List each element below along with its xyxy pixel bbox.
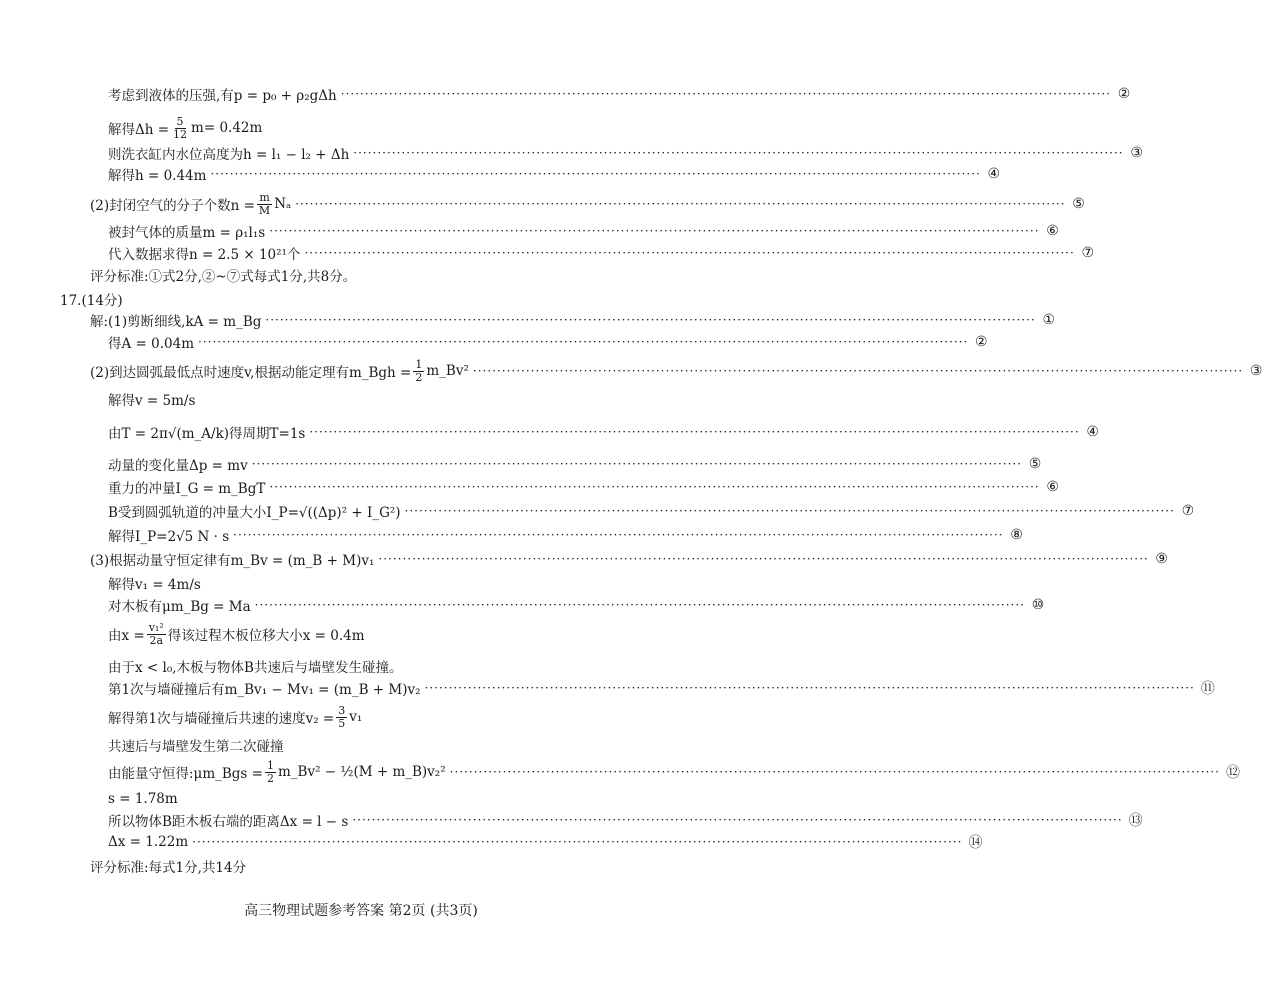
dot-leader: ································································································································································ [269, 480, 1040, 494]
answer-text: 由T = 2π√(m_A/k)得周期T=1s [108, 426, 306, 442]
answer-line [90, 854, 600, 878]
fraction [257, 192, 272, 217]
dot-leader: ································································································································································ [309, 425, 1080, 439]
answer-line [90, 263, 600, 287]
equation-number: ⑭ [968, 835, 983, 851]
answer-text: (2)到达圆弧最低点时速度v,根据动能定理有m_Bgh = [90, 365, 412, 381]
dot-leader: ································································································································································ [472, 364, 1244, 378]
answer-text: 被封气体的质量m = ρ₁l₁s [108, 225, 266, 241]
equation-number: ② [975, 334, 988, 350]
page-footer: 高三物理试题参考答案 第2页 (共3页) [244, 903, 478, 919]
dot-leader: ································································································································································ [340, 87, 1112, 101]
dot-leader: ································································································································································ [198, 335, 969, 349]
fraction [336, 705, 347, 730]
equation-number: ⑥ [1046, 223, 1059, 239]
equation-number: ⑧ [1010, 527, 1023, 543]
answer-line [90, 547, 1168, 571]
answer-line [108, 571, 600, 595]
numerator: 3 [338, 703, 346, 717]
answer-line [108, 219, 1059, 243]
equation-number: ⑤ [1072, 196, 1085, 212]
answer-line [108, 452, 1042, 476]
denominator: M [258, 203, 271, 217]
answer-line [108, 82, 1131, 106]
dot-leader: ································································································································································ [192, 835, 963, 849]
equation-number: ① [1042, 312, 1055, 328]
answer-line [108, 830, 983, 854]
dot-leader: ································································································································································ [378, 552, 1149, 566]
answer-text: 代入数据求得n = 2.5 × 10²¹个 [108, 247, 301, 263]
answer-text: 所以物体B距木板右端的距离Δx = l − s [108, 814, 349, 830]
equation-number: ② [1117, 86, 1131, 102]
answer-line [108, 330, 988, 354]
answer-text: 解得v₁ = 4m/s [108, 577, 201, 593]
fraction [147, 622, 166, 647]
dot-leader: ································································································································································ [265, 313, 1036, 327]
answer-line [90, 308, 1055, 332]
answer-text: 解得Δh = [108, 122, 170, 138]
answer-text: (2)封闭空气的分子个数n = [90, 198, 255, 214]
answer-text: 对木板有μm_Bg = Ma [108, 599, 251, 615]
dot-leader: ································································································································································ [352, 813, 1123, 827]
dot-leader: ································································································································································ [233, 528, 1004, 542]
equation-number: ⑬ [1128, 813, 1143, 829]
equation-number: ③ [1249, 363, 1263, 379]
answer-text: 评分标准:①式2分,②~⑦式每式1分,共8分。 [90, 269, 357, 285]
dot-leader: ································································································································································ [254, 598, 1025, 612]
answer-text: 得A = 0.04m [108, 336, 195, 352]
equation-number: ⑦ [1181, 503, 1195, 519]
dot-leader: ································································································································································ [449, 765, 1220, 779]
answer-line [108, 475, 1059, 499]
answer-line [90, 190, 1085, 217]
answer-text: 由x = [108, 628, 145, 644]
dot-leader: ································································································································································ [295, 197, 1066, 211]
answer-line [108, 593, 1045, 617]
equation-number: ③ [1130, 145, 1143, 161]
numerator: 5 [176, 114, 184, 128]
answer-text-after: m_Bv² − ½(M + m_B)v₂² [277, 764, 446, 780]
answer-text: 由能量守恒得:μm_Bgs = [108, 766, 263, 782]
answer-text: 由于x < l₀,木板与物体B共速后与墙壁发生碰撞。 [108, 660, 403, 676]
answer-line [108, 622, 600, 646]
answer-line [108, 241, 1095, 265]
answer-line [108, 733, 600, 757]
answer-text: 解得h = 0.44m [108, 168, 207, 184]
answer-text: 共速后与墙壁发生第二次碰撞 [108, 739, 284, 755]
numerator: 1 [266, 758, 274, 772]
answer-line [108, 654, 600, 678]
answer-line [108, 162, 1001, 186]
answer-line [108, 387, 600, 411]
denominator: 12 [173, 127, 188, 141]
answer-text: B受到圆弧轨道的冲量大小I_P=√((Δp)² + I_G²) [108, 505, 401, 521]
answer-line [108, 420, 1099, 444]
answer-text: 17.(14分) [60, 293, 123, 309]
answer-text: (3)根据动量守恒定律有m_Bv = (m_B + M)v₁ [90, 553, 375, 569]
equation-number: ⑤ [1028, 456, 1042, 472]
equation-number: ⑩ [1031, 597, 1045, 613]
answer-line [90, 357, 1263, 384]
answer-text-after: Nₐ [274, 196, 292, 212]
equation-number: ⑥ [1046, 479, 1059, 495]
answer-text: 解得v = 5m/s [108, 393, 196, 409]
answer-text: s = 1.78m [108, 791, 178, 807]
answer-text: 解得第1次与墙碰撞后共速的速度v₂ = [108, 711, 335, 727]
answer-line [108, 676, 1215, 700]
fraction [171, 116, 189, 141]
fraction [413, 359, 424, 384]
numerator: m [259, 190, 270, 204]
answer-text: 第1次与墙碰撞后有m_Bv₁ − Mv₁ = (m_B + M)v₂ [108, 682, 421, 698]
answer-text: Δx = 1.22m [108, 834, 189, 850]
dot-leader: ································································································································································ [304, 246, 1075, 260]
answer-text-after: v₁ [349, 709, 363, 725]
answer-line [108, 523, 1023, 547]
numerator: v₁² [148, 620, 164, 634]
equation-number: ⑨ [1155, 551, 1168, 567]
equation-number: ④ [1086, 424, 1099, 440]
equation-number: ④ [987, 166, 1001, 182]
fraction [265, 760, 276, 785]
equation-number: ⑫ [1225, 765, 1240, 781]
dot-leader: ································································································································································ [424, 681, 1195, 695]
denominator: 5 [338, 716, 346, 730]
dot-leader: ································································································································································ [251, 457, 1023, 471]
answer-text-after: m= 0.42m [191, 120, 263, 136]
equation-number: ⑦ [1081, 245, 1095, 261]
answer-text: 则洗衣缸内水位高度为h = l₁ − l₂ + Δh [108, 147, 350, 163]
answer-text-after: m_Bv² [426, 363, 469, 379]
denominator: 2a [149, 633, 164, 647]
dot-leader: ································································································································································ [404, 504, 1175, 518]
answer-line [108, 116, 600, 140]
dot-leader: ································································································································································ [269, 224, 1040, 238]
answer-text: 解得I_P=2√5 N · s [108, 529, 230, 545]
answer-text: 动量的变化量Δp = mv [108, 458, 248, 474]
denominator: 2 [415, 370, 423, 384]
answer-line [108, 758, 1240, 785]
dot-leader: ································································································································································ [353, 146, 1124, 160]
answer-text: 解:(1)剪断细线,kA = m_Bg [90, 314, 262, 330]
dot-leader: ································································································································································ [210, 167, 981, 181]
answer-text: 考虑到液体的压强,有p = p₀ + ρ₂gΔh [108, 88, 337, 104]
answer-line [108, 499, 1195, 523]
equation-number: ⑪ [1200, 681, 1215, 697]
answer-line [108, 808, 1143, 832]
numerator: 1 [415, 357, 423, 371]
denominator: 2 [266, 771, 274, 785]
answer-text-after: 得该过程木板位移大小x = 0.4m [167, 628, 365, 644]
answer-text: 评分标准:每式1分,共14分 [90, 860, 247, 876]
answer-line [108, 705, 600, 729]
answer-text: 重力的冲量I_G = m_BgT [108, 481, 266, 497]
